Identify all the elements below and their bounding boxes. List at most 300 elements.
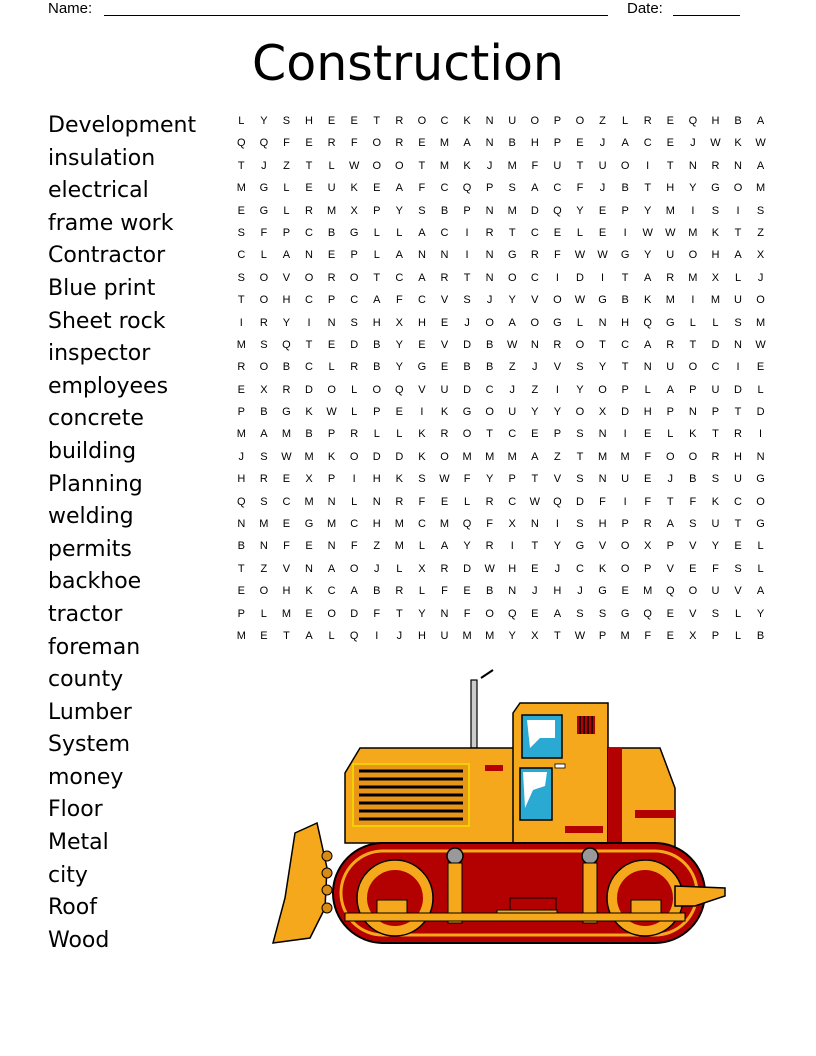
grid-letter[interactable]: N xyxy=(734,159,742,172)
grid-letter[interactable]: R xyxy=(350,428,359,441)
grid-letter[interactable]: S xyxy=(598,607,607,620)
grid-letter[interactable]: E xyxy=(305,182,313,195)
grid-letter[interactable]: P xyxy=(553,115,562,127)
grid-letter[interactable]: B xyxy=(305,428,313,441)
grid-letter[interactable]: L xyxy=(351,495,358,508)
grid-letter[interactable]: Q xyxy=(643,316,652,329)
grid-letter[interactable]: L xyxy=(734,607,742,620)
grid-letter[interactable]: M xyxy=(665,294,675,307)
grid-letter[interactable]: L xyxy=(622,115,629,127)
grid-letter[interactable]: I xyxy=(601,271,605,284)
grid-letter[interactable]: D xyxy=(463,338,472,351)
grid-letter[interactable]: A xyxy=(418,226,426,239)
grid-letter[interactable]: Y xyxy=(553,406,562,419)
grid-letter[interactable]: E xyxy=(440,361,449,374)
grid-letter[interactable]: K xyxy=(440,406,449,419)
grid-letter[interactable]: R xyxy=(643,518,652,531)
grid-letter[interactable]: W xyxy=(281,450,292,463)
grid-letter[interactable]: Y xyxy=(485,473,494,486)
grid-letter[interactable]: X xyxy=(756,249,765,262)
grid-letter[interactable]: N xyxy=(305,249,313,262)
grid-letter[interactable]: S xyxy=(418,473,426,486)
grid-letter[interactable]: M xyxy=(620,629,630,642)
grid-letter[interactable]: O xyxy=(485,316,494,329)
grid-letter[interactable]: Z xyxy=(283,159,290,172)
grid-letter[interactable]: J xyxy=(464,316,470,329)
grid-letter[interactable]: T xyxy=(305,159,313,172)
grid-letter[interactable]: C xyxy=(237,249,246,262)
grid-letter[interactable]: Y xyxy=(644,204,652,217)
grid-letter[interactable]: O xyxy=(372,383,382,396)
grid-letter[interactable]: C xyxy=(440,226,449,239)
grid-letter[interactable]: I xyxy=(375,629,379,642)
grid-letter[interactable]: P xyxy=(644,562,652,575)
grid-letter[interactable]: R xyxy=(395,137,404,150)
grid-letter[interactable]: E xyxy=(418,338,426,351)
grid-letter[interactable]: M xyxy=(756,316,766,329)
grid-letter[interactable]: D xyxy=(530,204,539,217)
grid-letter[interactable]: D xyxy=(756,406,765,419)
grid-letter[interactable]: L xyxy=(260,249,267,262)
grid-letter[interactable]: C xyxy=(327,585,336,598)
grid-letter[interactable]: U xyxy=(711,585,720,598)
grid-letter[interactable]: N xyxy=(237,518,246,531)
grid-letter[interactable]: H xyxy=(417,629,426,642)
grid-letter[interactable]: H xyxy=(711,249,720,262)
grid-letter[interactable]: U xyxy=(598,159,607,172)
grid-letter[interactable]: V xyxy=(553,473,562,486)
grid-letter[interactable]: R xyxy=(440,562,449,575)
grid-letter[interactable]: R xyxy=(485,495,494,508)
grid-letter[interactable]: U xyxy=(440,629,449,642)
grid-letter[interactable]: E xyxy=(237,585,245,598)
grid-letter[interactable]: I xyxy=(239,316,243,329)
grid-letter[interactable]: F xyxy=(350,137,358,150)
grid-letter[interactable]: N xyxy=(440,249,449,262)
grid-letter[interactable]: O xyxy=(372,159,382,172)
grid-letter[interactable]: E xyxy=(440,495,449,508)
grid-letter[interactable]: T xyxy=(576,159,584,172)
grid-letter[interactable]: K xyxy=(734,137,742,150)
grid-letter[interactable]: H xyxy=(734,450,742,463)
grid-letter[interactable]: E xyxy=(576,137,584,150)
grid-letter[interactable]: I xyxy=(420,406,424,419)
grid-letter[interactable]: S xyxy=(260,495,268,508)
grid-letter[interactable]: S xyxy=(711,473,720,486)
grid-letter[interactable]: B xyxy=(373,585,381,598)
grid-letter[interactable]: K xyxy=(463,159,471,172)
grid-letter[interactable]: C xyxy=(553,182,562,195)
grid-letter[interactable]: P xyxy=(689,383,697,396)
grid-letter[interactable]: U xyxy=(711,518,720,531)
grid-letter[interactable]: G xyxy=(575,540,585,553)
grid-letter[interactable]: A xyxy=(395,182,403,195)
grid-letter[interactable]: N xyxy=(259,540,268,553)
grid-letter[interactable]: B xyxy=(373,338,381,351)
grid-letter[interactable]: T xyxy=(599,338,606,351)
grid-letter[interactable]: S xyxy=(734,316,742,329)
grid-letter[interactable]: L xyxy=(396,226,403,239)
grid-letter[interactable]: O xyxy=(620,159,630,172)
grid-letter[interactable]: J xyxy=(486,159,493,172)
grid-letter[interactable]: O xyxy=(372,137,382,150)
grid-letter[interactable]: M xyxy=(439,159,450,172)
grid-letter[interactable]: T xyxy=(395,607,403,620)
grid-letter[interactable]: E xyxy=(531,607,539,620)
grid-letter[interactable]: D xyxy=(711,338,720,351)
grid-letter[interactable]: G xyxy=(598,294,607,307)
grid-letter[interactable]: C xyxy=(305,361,313,374)
grid-letter[interactable]: N xyxy=(734,338,742,351)
grid-letter[interactable]: A xyxy=(621,137,629,150)
grid-letter[interactable]: M xyxy=(507,159,517,172)
grid-letter[interactable]: M xyxy=(236,182,246,195)
grid-letter[interactable]: Y xyxy=(644,249,652,262)
grid-letter[interactable]: S xyxy=(711,607,720,620)
grid-letter[interactable]: L xyxy=(328,361,335,374)
grid-letter[interactable]: C xyxy=(508,428,517,441)
grid-letter[interactable]: Q xyxy=(237,495,246,508)
grid-letter[interactable]: U xyxy=(621,473,630,486)
grid-letter[interactable]: U xyxy=(553,159,562,172)
grid-letter[interactable]: W xyxy=(507,338,518,351)
grid-letter[interactable]: T xyxy=(734,518,742,531)
grid-letter[interactable]: O xyxy=(598,383,607,396)
grid-letter[interactable]: H xyxy=(372,316,381,329)
grid-letter[interactable]: G xyxy=(598,585,607,598)
grid-letter[interactable]: N xyxy=(417,249,426,262)
grid-letter[interactable]: D xyxy=(305,383,313,396)
grid-letter[interactable]: H xyxy=(711,115,720,127)
grid-letter[interactable]: P xyxy=(666,540,674,553)
name-line[interactable] xyxy=(104,15,608,16)
grid-letter[interactable]: E xyxy=(531,562,539,575)
grid-letter[interactable]: D xyxy=(575,495,584,508)
grid-letter[interactable]: R xyxy=(485,226,494,239)
grid-letter[interactable]: P xyxy=(553,428,562,441)
grid-letter[interactable]: L xyxy=(734,271,742,284)
grid-letter[interactable]: A xyxy=(531,450,539,463)
grid-letter[interactable]: X xyxy=(418,562,426,575)
grid-letter[interactable]: K xyxy=(598,562,607,575)
grid-letter[interactable]: E xyxy=(598,226,607,239)
grid-letter[interactable]: P xyxy=(237,607,245,620)
grid-letter[interactable]: R xyxy=(666,271,675,284)
grid-letter[interactable]: E xyxy=(327,338,336,351)
grid-letter[interactable]: K xyxy=(418,450,426,463)
grid-letter[interactable]: S xyxy=(576,607,584,620)
grid-letter[interactable]: R xyxy=(553,338,562,351)
grid-letter[interactable]: T xyxy=(554,629,561,642)
grid-letter[interactable]: C xyxy=(282,495,291,508)
grid-letter[interactable]: H xyxy=(530,137,539,150)
grid-letter[interactable]: M xyxy=(281,428,292,441)
grid-letter[interactable]: V xyxy=(440,338,449,351)
grid-letter[interactable]: A xyxy=(305,629,313,642)
grid-letter[interactable]: F xyxy=(373,607,381,620)
grid-letter[interactable]: C xyxy=(395,271,404,284)
grid-letter[interactable]: G xyxy=(349,226,359,239)
grid-letter[interactable]: W xyxy=(755,338,766,351)
grid-letter[interactable]: W xyxy=(574,249,586,262)
grid-letter[interactable]: S xyxy=(418,204,426,217)
grid-letter[interactable]: U xyxy=(508,115,517,127)
grid-letter[interactable]: M xyxy=(643,585,653,598)
grid-letter[interactable]: Z xyxy=(373,540,381,553)
grid-letter[interactable]: Y xyxy=(418,607,426,620)
grid-letter[interactable]: T xyxy=(689,338,697,351)
grid-letter[interactable]: C xyxy=(417,518,426,531)
grid-letter[interactable]: T xyxy=(508,226,516,239)
grid-letter[interactable]: G xyxy=(282,406,291,419)
grid-letter[interactable]: N xyxy=(440,607,449,620)
grid-letter[interactable]: Z xyxy=(260,562,268,575)
grid-letter[interactable]: V xyxy=(689,540,697,553)
grid-letter[interactable]: R xyxy=(711,159,720,172)
grid-letter[interactable]: O xyxy=(462,428,472,441)
grid-letter[interactable]: Y xyxy=(395,338,403,351)
grid-letter[interactable]: N xyxy=(598,316,607,329)
grid-letter[interactable]: L xyxy=(644,383,651,396)
grid-letter[interactable]: I xyxy=(465,226,469,239)
grid-letter[interactable]: D xyxy=(575,271,584,284)
grid-letter[interactable]: S xyxy=(260,338,268,351)
grid-letter[interactable]: Q xyxy=(349,629,359,642)
grid-letter[interactable]: F xyxy=(486,518,494,531)
grid-letter[interactable]: L xyxy=(418,540,425,553)
grid-letter[interactable]: A xyxy=(395,249,403,262)
grid-letter[interactable]: G xyxy=(417,361,427,374)
grid-letter[interactable]: C xyxy=(440,115,449,127)
grid-letter[interactable]: H xyxy=(282,585,291,598)
grid-letter[interactable]: T xyxy=(621,271,629,284)
grid-letter[interactable]: I xyxy=(736,361,740,374)
grid-letter[interactable]: W xyxy=(574,294,586,307)
grid-letter[interactable]: F xyxy=(644,495,652,508)
grid-letter[interactable]: R xyxy=(327,271,336,284)
grid-letter[interactable]: M xyxy=(394,540,404,553)
grid-letter[interactable]: O xyxy=(733,182,743,195)
grid-letter[interactable]: S xyxy=(237,271,245,284)
grid-letter[interactable]: Q xyxy=(282,338,291,351)
grid-letter[interactable]: T xyxy=(418,159,426,172)
grid-letter[interactable]: E xyxy=(440,316,449,329)
grid-letter[interactable]: F xyxy=(283,540,290,553)
grid-letter[interactable]: F xyxy=(283,137,290,150)
grid-letter[interactable]: Z xyxy=(757,226,764,239)
grid-letter[interactable]: V xyxy=(418,383,426,396)
grid-letter[interactable]: J xyxy=(396,629,403,642)
grid-letter[interactable]: P xyxy=(350,249,358,262)
grid-letter[interactable]: T xyxy=(644,182,652,195)
grid-letter[interactable]: P xyxy=(282,226,291,239)
grid-letter[interactable]: A xyxy=(666,518,674,531)
grid-letter[interactable]: E xyxy=(418,137,426,150)
grid-letter[interactable]: E xyxy=(282,473,291,486)
grid-letter[interactable]: W xyxy=(326,406,337,419)
grid-letter[interactable]: V xyxy=(598,540,607,553)
grid-letter[interactable]: F xyxy=(576,182,584,195)
grid-letter[interactable]: R xyxy=(666,338,675,351)
grid-letter[interactable]: F xyxy=(599,495,606,508)
grid-letter[interactable]: C xyxy=(530,271,539,284)
grid-letter[interactable]: T xyxy=(463,271,471,284)
grid-letter[interactable]: I xyxy=(352,473,356,486)
grid-letter[interactable]: F xyxy=(441,585,448,598)
grid-letter[interactable]: Z xyxy=(531,383,539,396)
grid-letter[interactable]: A xyxy=(666,383,674,396)
grid-letter[interactable]: Y xyxy=(756,607,765,620)
grid-letter[interactable]: E xyxy=(327,249,336,262)
grid-letter[interactable]: H xyxy=(372,518,381,531)
grid-letter[interactable]: F xyxy=(712,562,719,575)
grid-letter[interactable]: V xyxy=(553,361,562,374)
date-line[interactable] xyxy=(673,15,740,16)
grid-letter[interactable]: B xyxy=(440,204,449,217)
grid-letter[interactable]: P xyxy=(327,473,336,486)
grid-letter[interactable]: F xyxy=(418,495,426,508)
grid-letter[interactable]: J xyxy=(667,473,674,486)
grid-letter[interactable]: B xyxy=(463,361,471,374)
grid-letter[interactable]: S xyxy=(689,518,697,531)
grid-letter[interactable]: U xyxy=(666,249,675,262)
grid-letter[interactable]: O xyxy=(259,294,269,307)
grid-letter[interactable]: E xyxy=(237,383,245,396)
grid-letter[interactable]: O xyxy=(259,271,269,284)
grid-letter[interactable]: H xyxy=(282,294,291,307)
grid-letter[interactable]: E xyxy=(395,406,403,419)
grid-letter[interactable]: U xyxy=(508,406,517,419)
grid-letter[interactable]: R xyxy=(237,361,246,374)
grid-letter[interactable]: R xyxy=(327,137,336,150)
grid-letter[interactable]: E xyxy=(598,204,607,217)
grid-letter[interactable]: Q xyxy=(237,137,246,150)
grid-letter[interactable]: N xyxy=(327,316,336,329)
grid-letter[interactable]: O xyxy=(688,585,698,598)
grid-letter[interactable]: L xyxy=(757,562,764,575)
grid-letter[interactable]: A xyxy=(644,338,652,351)
grid-letter[interactable]: A xyxy=(327,562,336,575)
grid-letter[interactable]: H xyxy=(305,115,313,127)
grid-letter[interactable]: P xyxy=(508,473,516,486)
grid-letter[interactable]: T xyxy=(576,450,584,463)
grid-letter[interactable]: O xyxy=(259,585,269,598)
grid-letter[interactable]: I xyxy=(623,428,627,441)
grid-letter[interactable]: Y xyxy=(395,361,403,374)
grid-letter[interactable]: I xyxy=(510,540,514,553)
grid-letter[interactable]: W xyxy=(665,226,676,239)
grid-letter[interactable]: A xyxy=(644,271,652,284)
grid-letter[interactable]: O xyxy=(620,540,630,553)
grid-letter[interactable]: B xyxy=(734,115,742,127)
grid-letter[interactable]: E xyxy=(666,137,674,150)
grid-letter[interactable]: O xyxy=(304,271,314,284)
grid-letter[interactable]: R xyxy=(395,115,404,127)
grid-letter[interactable]: Q xyxy=(553,204,562,217)
grid-letter[interactable]: Q xyxy=(462,518,472,531)
grid-letter[interactable]: S xyxy=(508,182,516,195)
grid-letter[interactable]: K xyxy=(350,182,358,195)
grid-letter[interactable]: M xyxy=(688,226,698,239)
grid-letter[interactable]: L xyxy=(328,159,335,172)
grid-letter[interactable]: D xyxy=(372,450,381,463)
grid-letter[interactable]: R xyxy=(395,495,404,508)
grid-letter[interactable]: Z xyxy=(508,361,516,374)
grid-letter[interactable]: A xyxy=(463,137,471,150)
grid-letter[interactable]: M xyxy=(439,137,450,150)
grid-letter[interactable]: B xyxy=(373,361,381,374)
grid-letter[interactable]: T xyxy=(666,159,674,172)
grid-letter[interactable]: N xyxy=(688,406,697,419)
grid-letter[interactable]: C xyxy=(350,294,359,307)
grid-letter[interactable]: O xyxy=(395,159,404,172)
grid-letter[interactable]: X xyxy=(689,629,697,642)
grid-letter[interactable]: K xyxy=(305,406,313,419)
grid-letter[interactable]: M xyxy=(327,204,337,217)
grid-letter[interactable]: V xyxy=(666,562,674,575)
grid-letter[interactable]: P xyxy=(373,204,381,217)
grid-letter[interactable]: E xyxy=(350,115,358,127)
grid-letter[interactable]: O xyxy=(485,406,494,419)
grid-letter[interactable]: D xyxy=(734,383,742,396)
grid-letter[interactable]: E xyxy=(644,428,652,441)
grid-letter[interactable]: O xyxy=(756,294,765,307)
grid-letter[interactable]: X xyxy=(711,271,720,284)
grid-letter[interactable]: T xyxy=(734,226,742,239)
grid-letter[interactable]: Y xyxy=(260,115,268,127)
grid-letter[interactable]: N xyxy=(485,115,494,127)
grid-letter[interactable]: E xyxy=(756,361,765,374)
grid-letter[interactable]: G xyxy=(507,249,517,262)
grid-letter[interactable]: F xyxy=(463,607,471,620)
grid-letter[interactable]: B xyxy=(282,361,291,374)
grid-letter[interactable]: A xyxy=(734,249,742,262)
grid-letter[interactable]: L xyxy=(464,495,471,508)
grid-letter[interactable]: M xyxy=(236,428,246,441)
grid-letter[interactable]: C xyxy=(485,383,494,396)
grid-letter[interactable]: Y xyxy=(711,540,720,553)
grid-letter[interactable]: L xyxy=(712,316,719,329)
grid-letter[interactable]: F xyxy=(395,294,403,307)
grid-letter[interactable]: Y xyxy=(508,629,516,642)
grid-letter[interactable]: L xyxy=(283,204,290,217)
grid-letter[interactable]: O xyxy=(349,562,359,575)
grid-letter[interactable]: X xyxy=(305,473,313,486)
grid-letter[interactable]: W xyxy=(529,495,540,508)
grid-letter[interactable]: N xyxy=(305,562,313,575)
grid-letter[interactable]: P xyxy=(327,294,336,307)
grid-letter[interactable]: J xyxy=(577,585,583,598)
grid-letter[interactable]: N xyxy=(327,495,336,508)
grid-letter[interactable]: Q xyxy=(553,495,562,508)
grid-letter[interactable]: I xyxy=(465,249,469,262)
grid-letter[interactable]: M xyxy=(597,450,608,463)
grid-letter[interactable]: F xyxy=(531,159,539,172)
grid-letter[interactable]: T xyxy=(237,159,245,172)
grid-letter[interactable]: C xyxy=(621,338,630,351)
grid-letter[interactable]: T xyxy=(283,629,290,642)
grid-letter[interactable]: R xyxy=(440,271,449,284)
grid-letter[interactable]: N xyxy=(327,540,336,553)
grid-letter[interactable]: M xyxy=(710,294,721,307)
grid-letter[interactable]: T xyxy=(373,271,381,284)
grid-letter[interactable]: I xyxy=(736,204,740,217)
grid-letter[interactable]: J xyxy=(532,585,538,598)
grid-letter[interactable]: B xyxy=(260,406,268,419)
grid-letter[interactable]: A xyxy=(440,540,449,553)
grid-letter[interactable]: J xyxy=(599,137,606,150)
grid-letter[interactable]: O xyxy=(553,294,562,307)
